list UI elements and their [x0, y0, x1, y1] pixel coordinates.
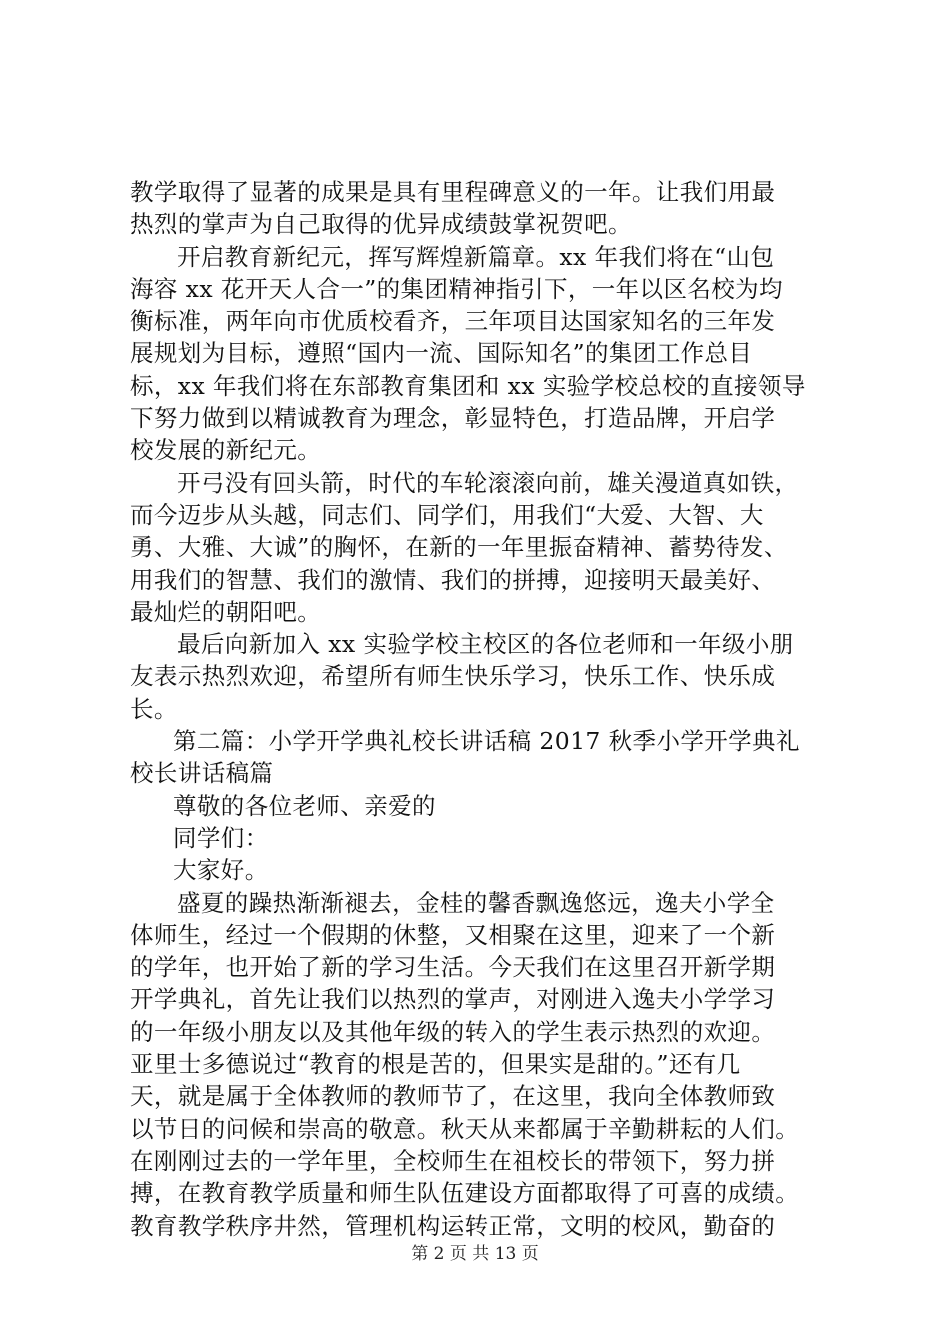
paragraph-start-line: 盛夏的躁热渐渐褪去，金桂的馨香飘逸悠远，逸夫小学全: [177, 888, 775, 917]
salutation-line: 同学们：: [173, 823, 269, 852]
document-body: [130, 176, 830, 1242]
page-footer: [0, 1244, 950, 1264]
paragraph-start-line: 最后向新加入 xx 实验学校主校区的各位老师和一年级小朋: [177, 630, 794, 659]
text-line: 天，就是属于全体教师的教师节了，在这里，我向全体教师致: [130, 1082, 776, 1111]
text-line: 的学年，也开始了新的学习生活。今天我们在这里召开新学期: [130, 953, 776, 982]
paragraph-start-line: 开启教育新纪元，挥写辉煌新篇章。xx 年我们将在“山包: [177, 242, 775, 271]
text-line: 在刚刚过去的一学年里，全校师生在祖校长的带领下，努力拼: [130, 1146, 776, 1175]
text-line: 下努力做到以精诚教育为理念，彰显特色，打造品牌，开启学: [130, 404, 776, 433]
paragraph-start-line: 开弓没有回头箭，时代的车轮滚滚向前，雄关漫道真如铁，: [177, 468, 799, 497]
text-line: 教育教学秩序井然，管理机构运转正常，文明的校风，勤奋的: [130, 1211, 776, 1240]
text-line: 以节日的问候和崇高的敬意。秋天从来都属于辛勤耕耘的人们。: [130, 1114, 800, 1143]
text-line: 教学取得了显著的成果是具有里程碑意义的一年。让我们用最: [130, 178, 776, 206]
text-line: 长。: [130, 694, 178, 723]
text-line: 开学典礼，首先让我们以热烈的掌声，对刚进入逸夫小学学习: [130, 985, 776, 1014]
text-line: 友表示热烈欢迎，希望所有师生快乐学习，快乐工作、快乐成: [130, 662, 776, 691]
text-line: 亚里士多德说过“教育的根是苦的，但果实是甜的。”还有几: [130, 1050, 741, 1079]
page-indicator: 第 2 页 共 13 页: [411, 1244, 539, 1264]
text-line: 的一年级小朋友以及其他年级的转入的学生表示热烈的欢迎。: [130, 1017, 776, 1046]
text-line: 海容 xx 花开天人合一”的集团精神指引下，一年以区名校为均: [130, 274, 783, 303]
text-line: 用我们的智慧、我们的激情、我们的拼搏，迎接明天最美好、: [130, 565, 776, 594]
text-line: 衡标准，两年向市优质校看齐，三年项目达国家知名的三年发: [130, 307, 776, 336]
text-line: 校发展的新纪元。: [130, 436, 322, 465]
text-line: 热烈的掌声为自己取得的优异成绩鼓掌祝贺吧。: [130, 210, 632, 239]
greeting-line: 大家好。: [173, 856, 269, 885]
text-line: 而今迈步从头越，同志们、同学们，用我们“大爱、大智、大: [130, 500, 764, 529]
section-heading-line: 第二篇：小学开学典礼校长讲话稿 2017 秋季小学开学典礼: [173, 727, 800, 756]
text-line: 体师生，经过一个假期的休整，又相聚在这里，迎来了一个新: [130, 920, 776, 949]
text-line: 搏，在教育教学质量和师生队伍建设方面都取得了可喜的成绩。: [130, 1179, 800, 1208]
text-line: 展规划为目标，遵照“国内一流、国际知名”的集团工作总目: [130, 339, 753, 368]
section-heading-line: 校长讲话稿篇: [130, 759, 274, 788]
text-line: 最灿烂的朝阳吧。: [130, 597, 322, 626]
salutation-line: 尊敬的各位老师、亲爱的: [173, 791, 436, 820]
text-line: 标，xx 年我们将在东部教育集团和 xx 实验学校总校的直接领导: [130, 371, 806, 400]
text-line: 勇、大雅、大诚”的胸怀，在新的一年里振奋精神、蓄势待发、: [130, 533, 788, 562]
